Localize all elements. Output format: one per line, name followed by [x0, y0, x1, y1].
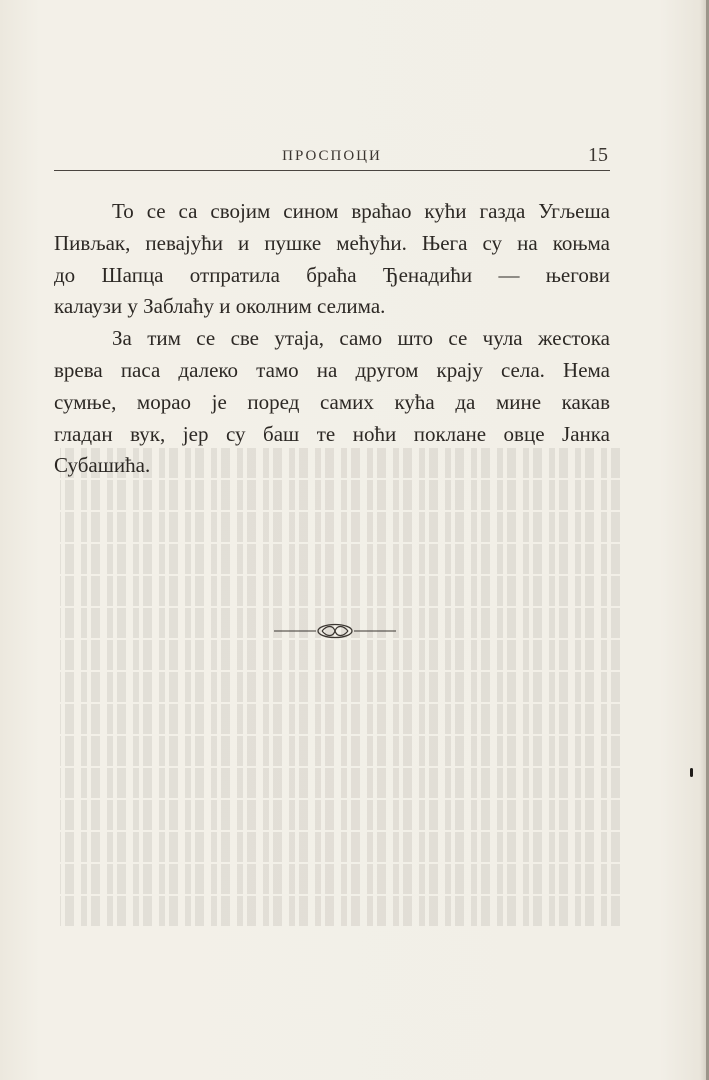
text-line: врева паса далеко тамо на другом крају села. Нема	[54, 357, 610, 382]
text-line: Субашића.	[54, 453, 151, 478]
page-header	[54, 142, 610, 171]
page-number: 15	[588, 144, 608, 166]
text-line: сумње, морао је поред самих кућа да мине какав	[54, 389, 610, 414]
text-line: до Шапца отпратила браћа Ђенадићи — његови	[54, 262, 610, 287]
body-text	[54, 196, 610, 482]
text-line: За тим се све утаја, само што се чула жестока	[112, 326, 610, 351]
text-line: Пивљак, певајући и пушке мећући. Њега су на коњма	[54, 230, 610, 255]
show-through-text	[60, 448, 620, 948]
ink-speck	[690, 768, 693, 777]
running-title: ПРОСПОЦИ	[282, 148, 382, 164]
paragraph	[54, 196, 610, 323]
text-line: гладан вук, јер су баш те ноћи поклане овце Јанка	[54, 421, 610, 446]
section-divider-ornament-icon	[270, 622, 400, 640]
text-line: калаузи у Заблаћу и околним селима.	[54, 294, 386, 319]
paragraph	[54, 323, 610, 482]
text-line: То се са својим сином враћао кући газда Угљеша	[112, 199, 610, 223]
